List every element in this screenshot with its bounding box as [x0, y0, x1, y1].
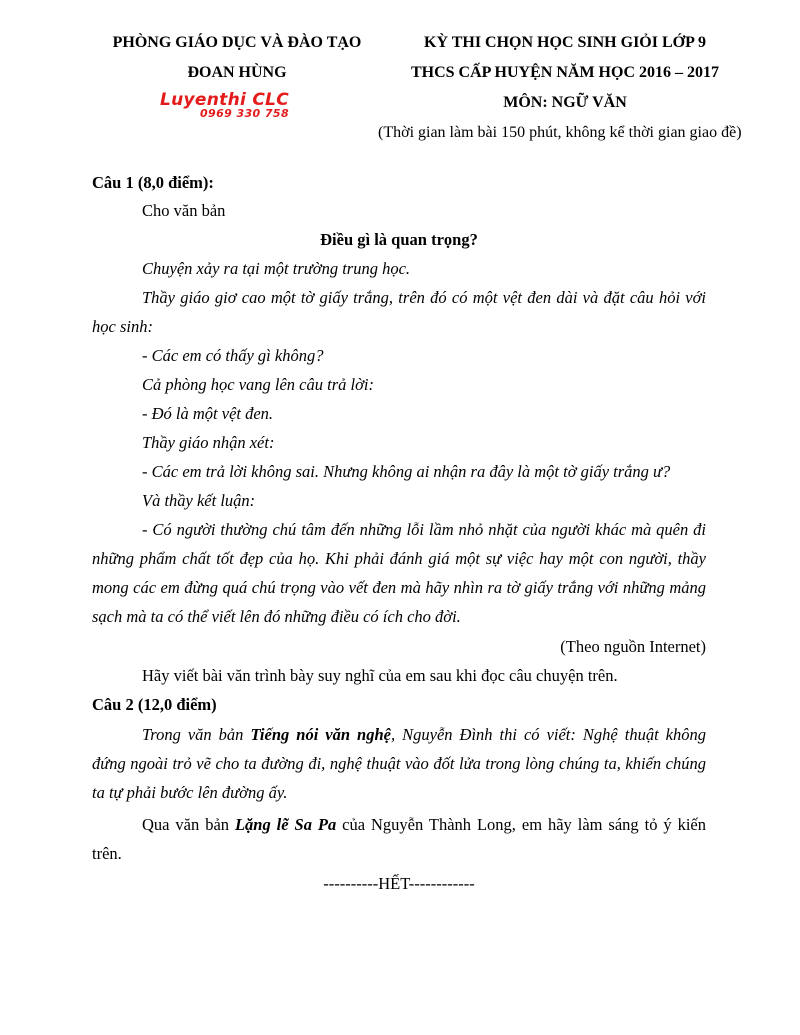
story-line: - Các em trả lời không sai. Nhưng không ai nhận ra đây là một tờ giấy trắng ư?	[142, 462, 671, 481]
story-line: sạch mà ta có thể viết lên đó những điều có ích cho đời.	[92, 607, 461, 626]
story-line: Chuyện xảy ra tại một trường trung học.	[142, 259, 411, 278]
exam-time-note: (Thời gian làm bài 150 phút, không kể thời gian giao đề)	[378, 124, 742, 141]
story-line: học sinh:	[92, 317, 153, 336]
q2-quote-post: , Nguyễn Đình thi có viết: Nghệ thuật không	[390, 725, 706, 744]
q2-task-line: trên.	[92, 844, 122, 863]
story-line: - Có người thường chú tâm đến những lỗi lầm nhỏ nhặt của người khác mà quên đi	[142, 520, 706, 539]
q2-quote-line: đứng ngoài trỏ vẽ cho ta đường đi, nghệ thuật vào đốt lửa trong lòng chúng ta, khiến chúng	[92, 754, 706, 773]
luyenthi-watermark	[160, 90, 310, 124]
story-line: Cả phòng học vang lên câu trả lời:	[142, 375, 374, 394]
q2-quote-line	[142, 724, 706, 746]
story-title: Điều gì là quan trọng?	[320, 230, 478, 249]
q2-work-title: Tiếng nói văn nghệ	[250, 725, 391, 744]
watermark-phone: 0969 330 758	[200, 107, 289, 120]
q2-quote-pre: Trong văn bản	[142, 725, 251, 744]
q1-task: Hãy viết bài văn trình bày suy nghĩ của em sau khi đọc câu chuyện trên.	[142, 666, 618, 685]
end-mark: ----------HẾT------------	[323, 874, 475, 893]
q2-task-post: của Nguyễn Thành Long, em hãy làm sáng tỏ ý kiến	[336, 815, 706, 834]
exam-subject: MÔN: NGỮ VĂN	[503, 94, 627, 111]
q2-task-pre: Qua văn bản	[142, 815, 235, 834]
watermark-title: Luyenthi CLC	[160, 90, 290, 110]
q1-intro: Cho văn bản	[142, 201, 226, 220]
district-name: ĐOAN HÙNG	[187, 64, 287, 81]
story-source: (Theo nguồn Internet)	[560, 637, 706, 656]
department-name: PHÒNG GIÁO DỤC VÀ ĐÀO TẠO	[112, 34, 362, 51]
story-line: - Đó là một vệt đen.	[142, 404, 274, 423]
story-line: mong các em đừng quá chú trọng vào vết đen mà hãy nhìn ra tờ giấy trắng với những mảng	[92, 578, 706, 597]
story-line: - Các em có thấy gì không?	[142, 346, 324, 365]
q2-quote-line: ta tự phải bước lên đường ấy.	[92, 783, 288, 802]
q2-task-work-title: Lặng lẽ Sa Pa	[234, 815, 337, 834]
exam-level-year: THCS CẤP HUYỆN NĂM HỌC 2016 – 2017	[410, 64, 719, 81]
q2-task-line	[142, 814, 706, 836]
story-line: Thầy giáo nhận xét:	[142, 433, 275, 452]
q2-heading: Câu 2 (12,0 điểm)	[92, 695, 217, 714]
exam-title: KỲ THI CHỌN HỌC SINH GIỎI LỚP 9	[424, 34, 706, 51]
story-line: Và thầy kết luận:	[142, 491, 256, 510]
story-line: những phẩm chất tốt đẹp của họ. Khi phải đánh giá một sự việc hay một con người, thầy	[92, 549, 706, 568]
q1-heading: Câu 1 (8,0 điểm):	[92, 173, 214, 192]
story-line: Thầy giáo giơ cao một tờ giấy trắng, trên đó có một vệt đen dài và đặt câu hỏi với	[142, 288, 706, 307]
